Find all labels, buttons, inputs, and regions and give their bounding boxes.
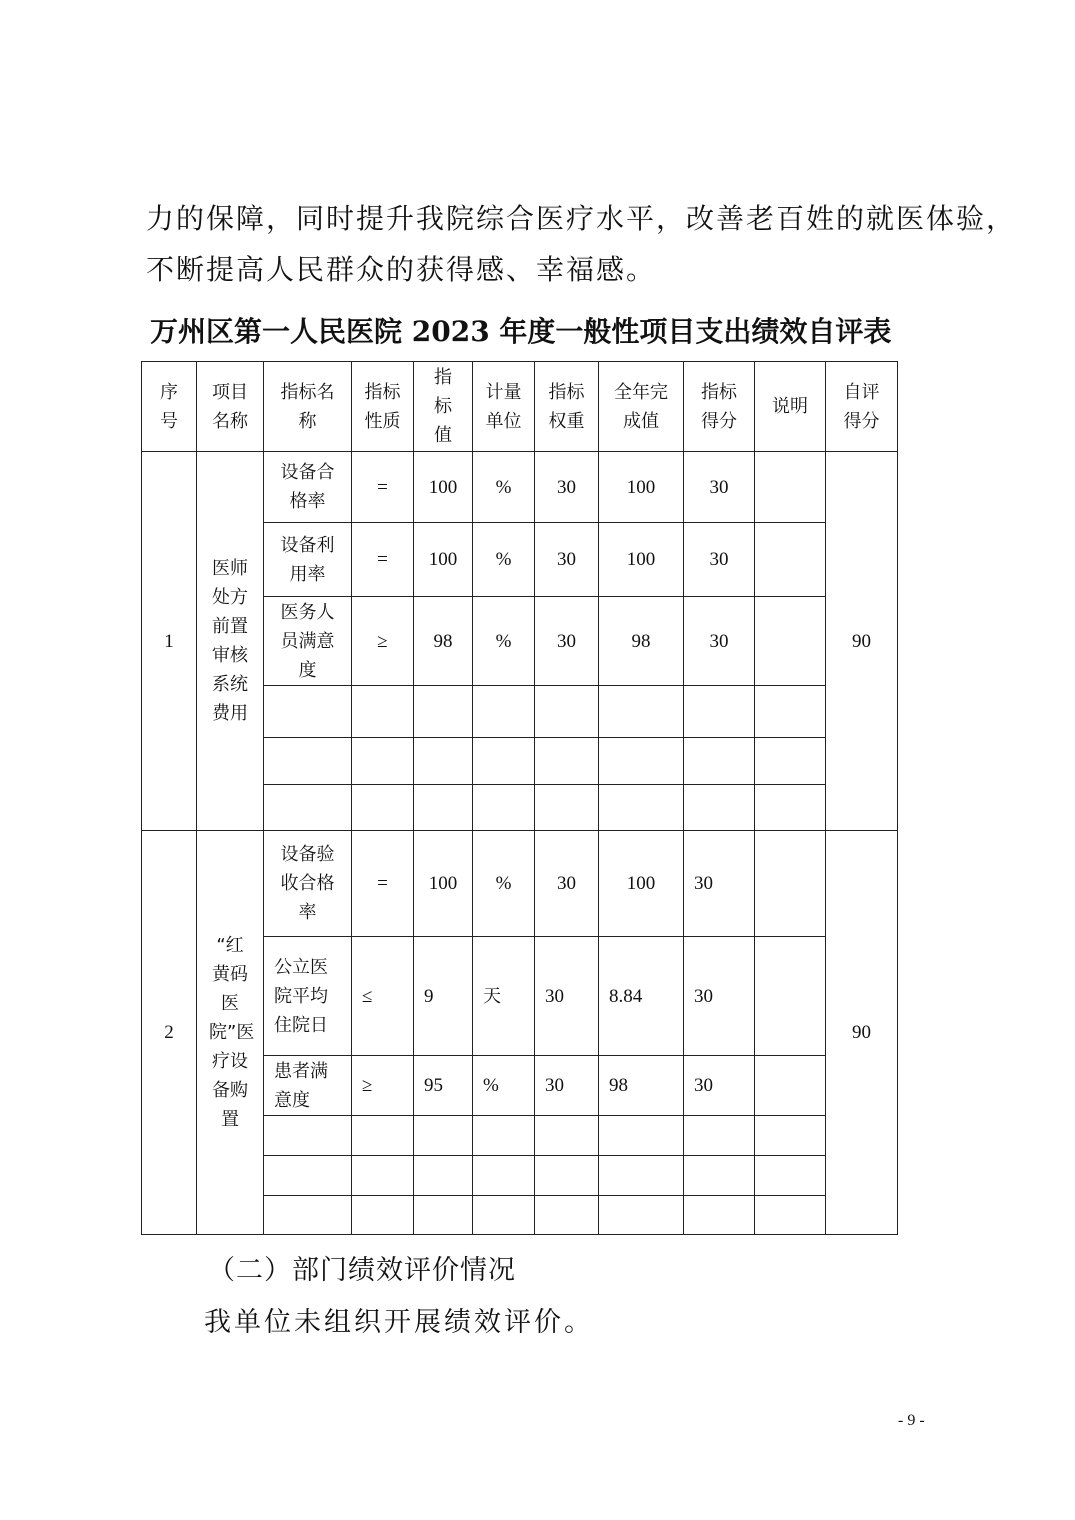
indicator-actual: 100	[599, 452, 684, 523]
header-cell: 指标值	[414, 362, 473, 452]
header-cell: 全年完成值	[599, 362, 684, 452]
indicator-name: 设备利用率	[264, 523, 352, 597]
paragraph-line-1: 力的保障，同时提升我院综合医疗水平，改善老百姓的就医体验，	[146, 202, 1017, 235]
section-body: 我单位未组织开展绩效评价。	[204, 1307, 594, 1338]
indicator-unit: %	[473, 452, 535, 523]
indicator-points: 30	[684, 523, 755, 597]
indicator-note	[755, 597, 826, 686]
performance-table	[141, 361, 898, 1235]
project-number: 1	[142, 452, 197, 831]
indicator-actual: 8.84	[599, 937, 684, 1056]
table-title: 万州区第一人民医院 2023 年度一般性项目支出绩效自评表	[150, 315, 892, 348]
indicator-name: 患者满意度	[264, 1056, 352, 1116]
indicator-points: 30	[684, 597, 755, 686]
indicator-note	[755, 937, 826, 1056]
indicator-weight: 30	[535, 597, 599, 686]
header-cell: 项目名称	[197, 362, 264, 452]
indicator-weight: 30	[535, 523, 599, 597]
project-score: 90	[826, 831, 898, 1235]
header-cell: 指标得分	[684, 362, 755, 452]
indicator-nature: =	[352, 831, 414, 937]
indicator-nature: ≤	[352, 937, 414, 1056]
indicator-note	[755, 452, 826, 523]
header-cell: 计量单位	[473, 362, 535, 452]
header-cell: 指标名称	[264, 362, 352, 452]
indicator-nature: =	[352, 452, 414, 523]
indicator-points: 30	[684, 1056, 755, 1116]
indicator-value: 100	[414, 831, 473, 937]
indicator-weight: 30	[535, 937, 599, 1056]
header-cell: 指标权重	[535, 362, 599, 452]
project-name: “红黄码医院”医疗设备购置	[197, 831, 264, 1235]
indicator-note	[755, 523, 826, 597]
indicator-nature: ≥	[352, 597, 414, 686]
indicator-value: 95	[414, 1056, 473, 1116]
indicator-points: 30	[684, 937, 755, 1056]
paragraph-line-2: 不断提高人民群众的获得感、幸福感。	[146, 253, 657, 286]
indicator-actual: 98	[599, 597, 684, 686]
indicator-value: 98	[414, 597, 473, 686]
indicator-nature: ≥	[352, 1056, 414, 1116]
indicator-unit: 天	[473, 937, 535, 1056]
indicator-unit: %	[473, 831, 535, 937]
indicator-value: 9	[414, 937, 473, 1056]
table-header-row	[142, 362, 898, 452]
section-heading: （二）部门绩效评价情况	[208, 1255, 516, 1286]
indicator-value: 100	[414, 452, 473, 523]
indicator-note	[755, 831, 826, 937]
indicator-value: 100	[414, 523, 473, 597]
indicator-name: 设备合格率	[264, 452, 352, 523]
header-cell: 指标性质	[352, 362, 414, 452]
indicator-weight: 30	[535, 831, 599, 937]
project-number: 2	[142, 831, 197, 1235]
indicator-unit: %	[473, 1056, 535, 1116]
indicator-actual: 98	[599, 1056, 684, 1116]
indicator-unit: %	[473, 523, 535, 597]
indicator-points: 30	[684, 831, 755, 937]
indicator-actual: 100	[599, 523, 684, 597]
indicator-name: 公立医院平均住院日	[264, 937, 352, 1056]
indicator-note	[755, 1056, 826, 1116]
indicator-points: 30	[684, 452, 755, 523]
table-row	[142, 831, 898, 937]
indicator-weight: 30	[535, 1056, 599, 1116]
table-row	[142, 452, 898, 523]
indicator-weight: 30	[535, 452, 599, 523]
project-score: 90	[826, 452, 898, 831]
indicator-nature: =	[352, 523, 414, 597]
project-name: 医师处方前置审核系统费用	[197, 452, 264, 831]
indicator-name: 医务人员满意度	[264, 597, 352, 686]
header-cell: 自评得分	[826, 362, 898, 452]
header-cell: 说明	[755, 362, 826, 452]
indicator-unit: %	[473, 597, 535, 686]
indicator-name: 设备验收合格率	[264, 831, 352, 937]
indicator-actual: 100	[599, 831, 684, 937]
page-number: - 9 -	[898, 1412, 925, 1429]
header-cell: 序号	[142, 362, 197, 452]
